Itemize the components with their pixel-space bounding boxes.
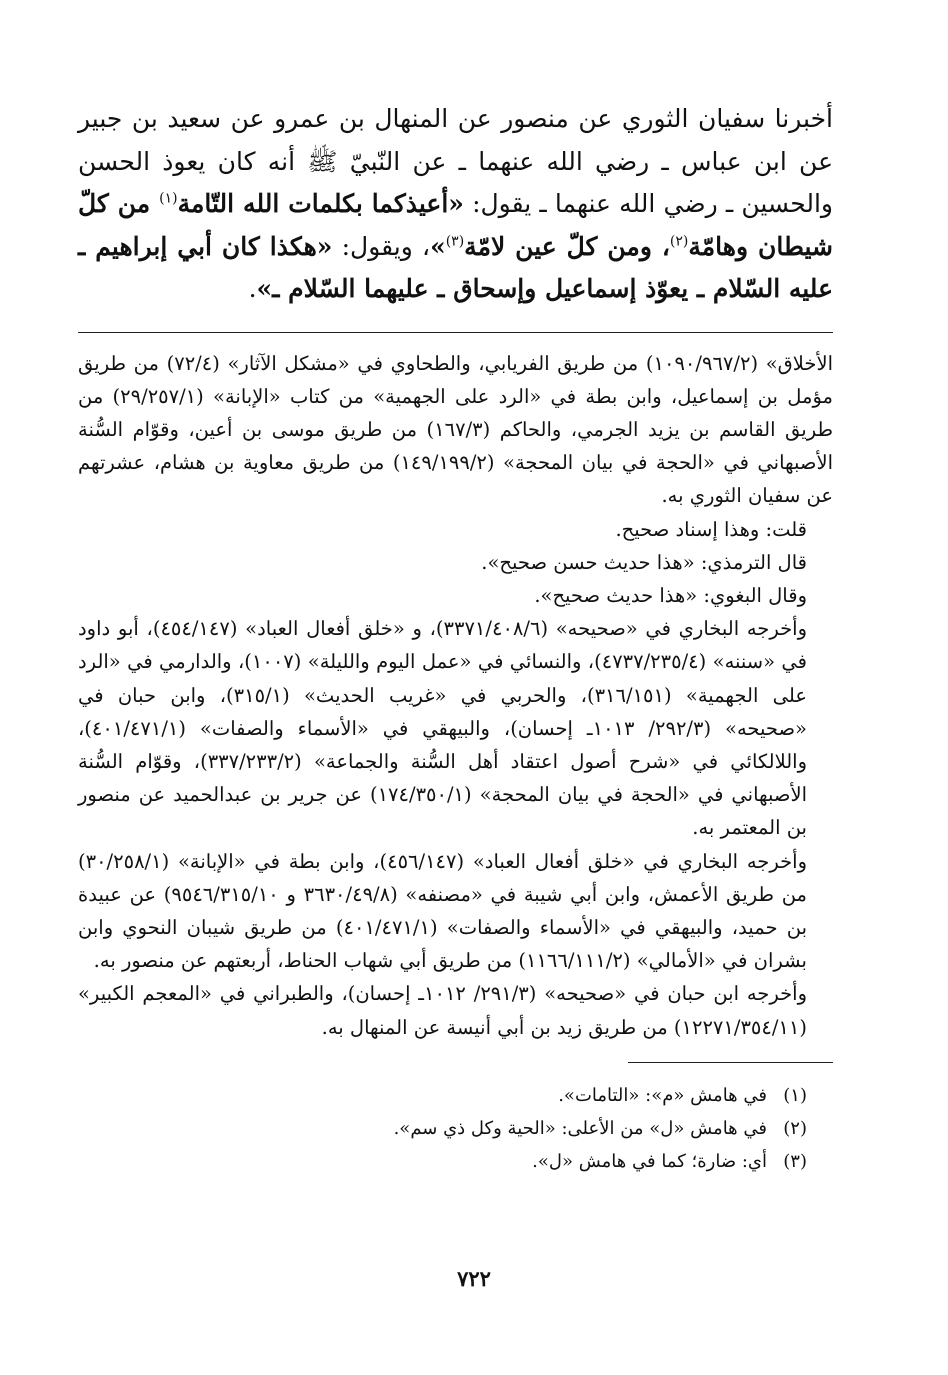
main-text-end: . bbox=[248, 274, 257, 303]
footnote-number: (٢) bbox=[783, 1117, 807, 1139]
takhrij-notes bbox=[78, 347, 833, 1044]
hadith-quote-3: ، ومن كلّ عين لامّة bbox=[464, 231, 670, 261]
footnote-ref-1: (١) bbox=[159, 190, 178, 207]
notes-divider bbox=[78, 332, 833, 333]
main-hadith-text bbox=[78, 98, 833, 311]
main-text-part2: ، ويقول: bbox=[332, 231, 431, 261]
footnote-text: في هامش «ل» من الأعلى: «الحية وكل ذي سم». bbox=[393, 1117, 767, 1139]
footnote-ref-3: (٣) bbox=[445, 233, 465, 250]
footnote-1 bbox=[78, 1079, 807, 1112]
notes-paragraph-4: وقال البغوي: «هذا حديث صحيح». bbox=[534, 583, 807, 607]
hadith-quote-close: » bbox=[430, 231, 446, 261]
footnote-number: (١) bbox=[783, 1084, 807, 1106]
footnote-text: أي: ضارة؛ كما في هامش «ل». bbox=[532, 1150, 767, 1172]
notes-paragraph-1: الأخلاق» (١٠٩٠/٩٦٧/٢) من طريق الفريابي، والطحاوي في «مشكل الآثار» (٧٢/٤) من طريق مؤمل بن إسماعيل، وابن بطة في «الرد على الجهمية» من كتاب «الإبانة» (٢٩/٢٥٧/١) من طريق القاسم بن يزيد الجرمي، والحاكم (١٦٧/٣) من طريق موسى بن أعين، وقوّام السُّنة الأصبهاني في «الحجة في بيان المحجة» (١٤٩/١٩٩/٢) من طريق معاوية بن هشام، عشرتهم عن سفيان الثوري به. bbox=[78, 351, 834, 508]
notes-paragraph-7: وأخرجه ابن حبان في «صحيحه» (٢٩١/٣/ ١٠١٢ـ إحسان)، والطبراني في «المعجم الكبير» (١٢٢٧١/٣٥٤/١١) من طريق زيد بن أبي أنيسة عن المنهال به. bbox=[78, 982, 807, 1039]
notes-paragraph-5: وأخرجه البخاري في «صحيحه» (٣٣٧١/٤٠٨/٦)، و «خلق أفعال العباد» (٤٥٤/١٤٧)، أبو داود في «سننه» (٤٧٣٧/٢٣٥/٤)، والنسائي في «عمل اليوم والليلة» (١٠٠٧)، والدارمي في «الرد على الجهمية» (٣١٦/١٥١)، والحربي في «غريب الحديث» (٣١٥/١)، وابن حبان في «صحيحه» (٢٩٢/٣/ ١٠١٣ـ إحسان)، والبيهقي في «الأسماء والصفات» (٤٠١/٤٧١/١)، واللالكائي في «شرح أصول اعتقاد أهل السُّنة والجماعة» (٣٣٧/٢٣٣/٢)، وقوّام السُّنة الأصبهاني في «الحجة في بيان المحجة» (١٧٤/٣٥٠/١) عن جرير بن عبدالحميد عن منصور بن المعتمر به. bbox=[78, 617, 808, 840]
notes-paragraph-2: قلت: وهذا إسناد صحيح. bbox=[615, 517, 807, 541]
footnote-3 bbox=[78, 1145, 807, 1178]
footnote-number: (٣) bbox=[783, 1150, 807, 1172]
footnotes bbox=[78, 1079, 833, 1178]
footnote-2 bbox=[78, 1112, 807, 1145]
hadith-quote-2: من كلّ شيطان وهامّة bbox=[78, 189, 833, 261]
hadith-quote-1: «أعيذكما بكلمات الله التّامة bbox=[177, 189, 464, 218]
footnotes-divider bbox=[628, 1062, 833, 1063]
hadith-quote-4: «هكذا كان أبي إبراهيم ـ عليه السّلام ـ يعوّذ إسماعيل وإسحاق ـ عليهما السّلام ـ» bbox=[78, 231, 833, 303]
page-body bbox=[78, 98, 833, 1178]
footnote-ref-2: (٢) bbox=[669, 233, 689, 250]
notes-paragraph-3: قال الترمذي: «هذا حديث حسن صحيح». bbox=[481, 550, 807, 574]
notes-paragraph-6: وأخرجه البخاري في «خلق أفعال العباد» (٤٥٦/١٤٧)، وابن بطة في «الإبانة» (٣٠/٢٥٨/١) من طريق الأعمش، وابن أبي شيبة في «مصنفه» (٣٦٣٠/٤٩/٨ و ٩٥٤٦/٣١٥/١٠) عن عبيدة بن حميد، والبيهقي في «الأسماء والصفات» (٤٠١/٤٧١/١) من طريق شيبان النحوي وابن بشران في «الأمالي» (١١٦٦/١١١/٢) من طريق أبي شهاب الحناط، أربعتهم عن منصور به. bbox=[78, 849, 807, 973]
page-number: ٧٢٢ bbox=[457, 1266, 491, 1291]
footnote-text: في هامش «م»: «التامات». bbox=[558, 1084, 767, 1106]
main-text-part1: أخبرنا سفيان الثوري عن منصور عن المنهال بن عمرو عن سعيد بن جبير عن ابن عباس ـ رضي الله عنهما ـ عن النّبيّ ﷺ أنه كان يعوذ الحسن والحسين ـ رضي الله عنهما ـ يقول: bbox=[78, 104, 833, 218]
